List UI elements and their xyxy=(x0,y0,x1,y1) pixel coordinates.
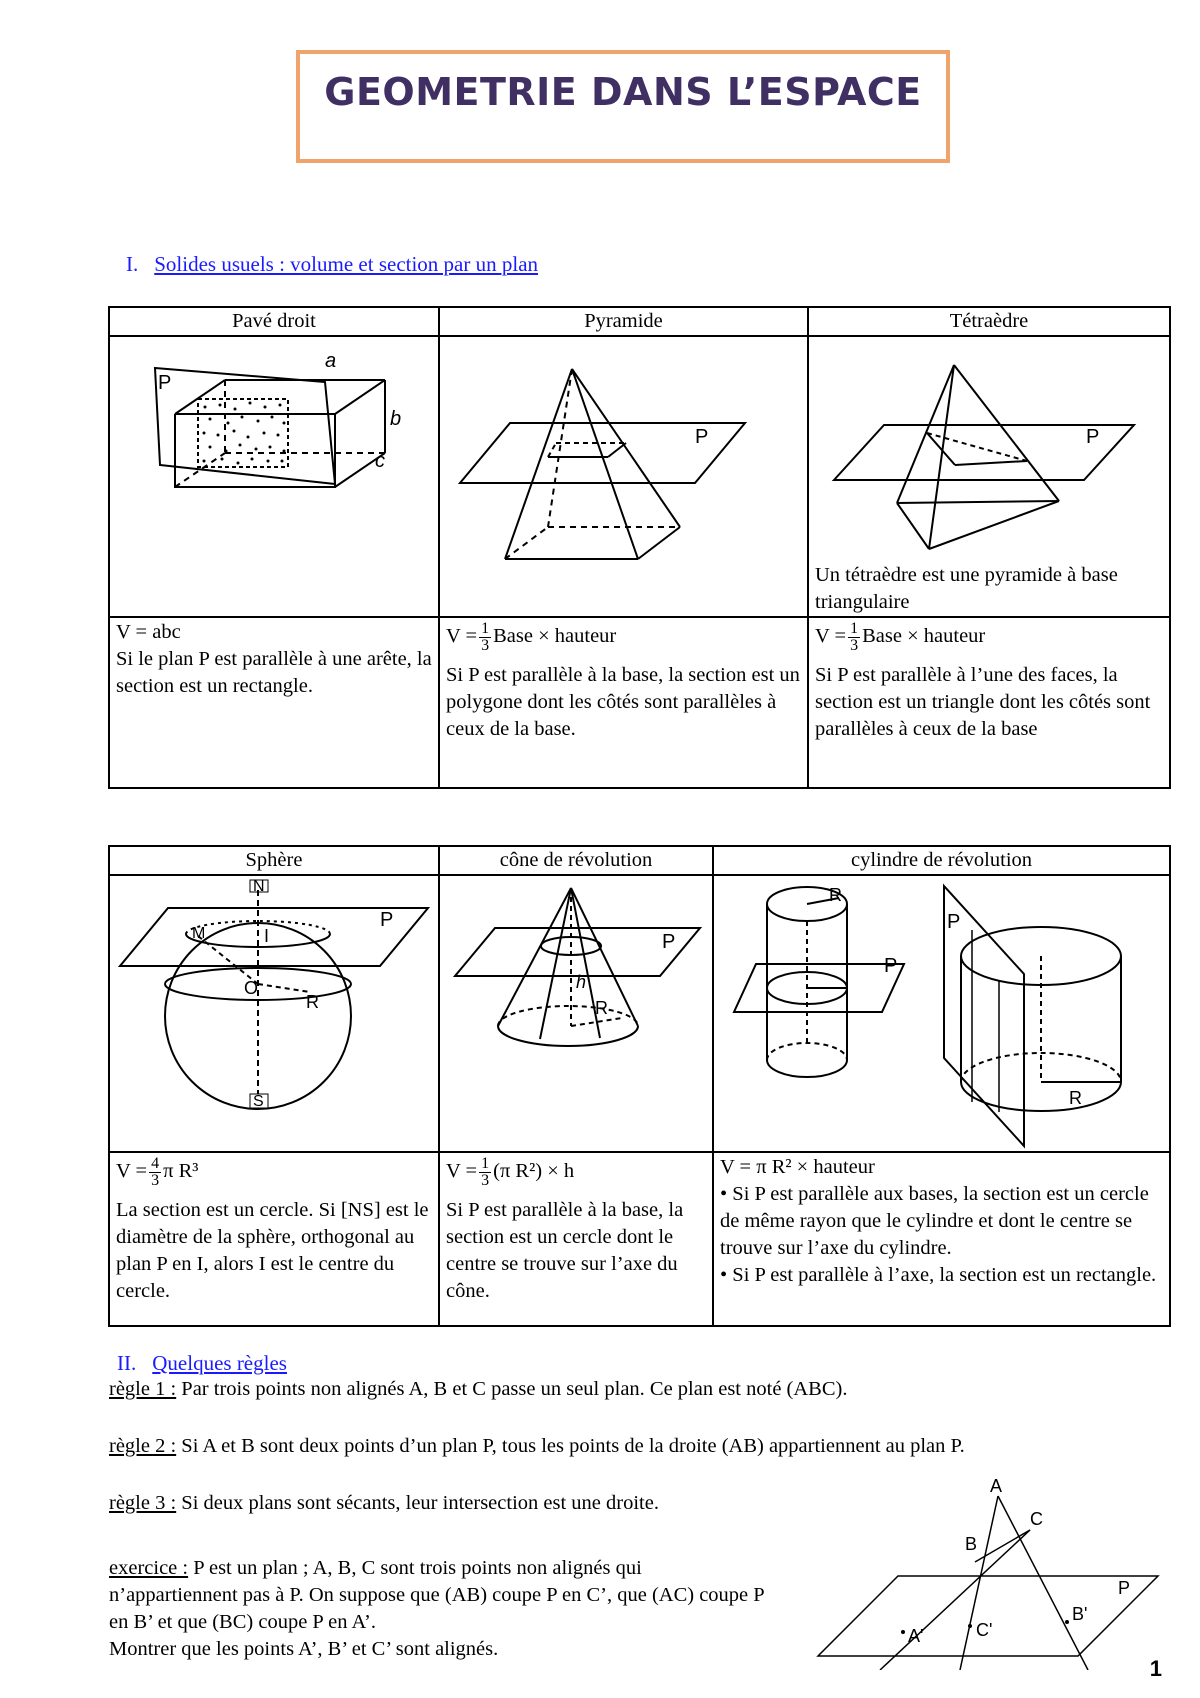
sphere-figure xyxy=(110,876,440,1151)
exercise-label: exercice : xyxy=(109,1557,189,1579)
header-pave: Pavé droit xyxy=(109,307,439,336)
text-tetraedre: Si P est parallèle à l’une des faces, la section est un triangle dont les côtés sont parallèles à ceux de la base xyxy=(815,664,1151,740)
fraction xyxy=(479,621,491,654)
label-a: a xyxy=(325,350,337,372)
desc-pyramide xyxy=(439,617,808,788)
rule-text: Si deux plans sont sécants, leur intersection est une droite. xyxy=(176,1492,659,1514)
fraction xyxy=(848,621,860,654)
label-p: P xyxy=(380,909,394,931)
rule-label: règle 1 : xyxy=(109,1378,177,1400)
fraction xyxy=(479,1156,491,1189)
exercise-figure xyxy=(810,1470,1170,1670)
pave-droit-figure xyxy=(110,337,440,616)
tetra-caption: Un tétraèdre est une pyramide à base triangulaire xyxy=(815,564,1118,613)
section-heading-1 xyxy=(126,252,538,277)
rule-text: Par trois points non alignés A, B et C passe un seul plan. Ce plan est noté (ABC). xyxy=(176,1378,848,1400)
label-n: N xyxy=(253,878,265,895)
label-a-prime: A' xyxy=(908,1626,924,1646)
label-b: b xyxy=(390,408,402,430)
label-p: P xyxy=(662,931,676,953)
frac-num: 1 xyxy=(481,1155,490,1172)
formula-prefix: V = xyxy=(446,625,478,648)
fraction xyxy=(149,1156,161,1189)
label-m: M xyxy=(192,925,206,942)
exercise-text: P est un plan ; A, B, C sont trois points non alignés qui n’appartiennent pas à P. On suppose que (AB) coupe P en C’, que (AC) coupe P en B’ et que (BC) coupe P en A’. xyxy=(109,1557,764,1633)
label-s: S xyxy=(253,1093,264,1110)
label-c: c xyxy=(375,450,385,472)
cylindre-figure xyxy=(714,876,1171,1151)
text-pave: Si le plan P est parallèle à une arête, la section est un rectangle. xyxy=(116,648,432,697)
formula-prefix: V = xyxy=(116,1160,148,1183)
pyramide-figure xyxy=(440,337,809,616)
rule-2 xyxy=(109,1435,965,1458)
label-p-left: P xyxy=(884,955,898,977)
bullet-parallel-axis: • Si P est parallèle à l’axe, la section est un rectangle. xyxy=(720,1264,1157,1286)
section-title: Solides usuels : volume et section par un plan xyxy=(154,252,539,276)
figure-cell-sphere xyxy=(109,875,439,1152)
section-number: I. xyxy=(126,252,139,276)
rule-1 xyxy=(109,1378,847,1401)
formula-pyramide xyxy=(446,621,801,654)
desc-sphere xyxy=(109,1152,439,1326)
solids-table-2 xyxy=(108,845,1171,1327)
section-number: II. xyxy=(117,1351,137,1375)
label-r-right: R xyxy=(1069,1088,1082,1108)
desc-tetraedre xyxy=(808,617,1170,788)
text-sphere: La section est un cercle. Si [NS] est le diamètre de la sphère, orthogonal au plan P en I, alors I est le centre du cercle. xyxy=(116,1199,429,1302)
title-box xyxy=(296,50,950,163)
formula-suffix: π R³ xyxy=(163,1160,199,1183)
section-heading-2 xyxy=(117,1351,287,1376)
figure-cell-pave xyxy=(109,336,439,617)
page-title: GEOMETRIE DANS L’ESPACE xyxy=(324,70,922,114)
section-dots xyxy=(203,402,286,465)
label-c-prime: C' xyxy=(976,1620,993,1640)
desc-cone xyxy=(439,1152,713,1326)
header-cylindre: cylindre de révolution xyxy=(713,846,1170,875)
figure-cell-pyramide xyxy=(439,336,808,617)
frac-den: 3 xyxy=(481,637,490,654)
frac-num: 1 xyxy=(850,620,859,637)
label-p: P xyxy=(1086,426,1100,448)
header-sphere: Sphère xyxy=(109,846,439,875)
figure-cell-tetraedre xyxy=(808,336,1170,617)
frac-num: 1 xyxy=(481,620,490,637)
rule-3 xyxy=(109,1492,659,1515)
figure-cell-cone xyxy=(439,875,713,1152)
label-p: P xyxy=(158,372,172,394)
label-p-right: P xyxy=(947,911,961,933)
label-b-prime: B' xyxy=(1072,1604,1088,1624)
label-p: P xyxy=(1118,1578,1131,1598)
formula-prefix: V = xyxy=(446,1160,478,1183)
frac-den: 3 xyxy=(151,1172,160,1189)
section-title: Quelques règles xyxy=(152,1351,287,1375)
rule-label: règle 3 : xyxy=(109,1492,177,1514)
text-pyramide: Si P est parallèle à la base, la section est un polygone dont les côtés sont parallèles à ceux de la base. xyxy=(446,664,800,740)
label-h: h xyxy=(576,972,587,992)
frac-den: 3 xyxy=(481,1172,490,1189)
header-cone: cône de révolution xyxy=(439,846,713,875)
text-cone: Si P est parallèle à la base, la section est un cercle dont le centre se trouve sur l’axe du cône. xyxy=(446,1199,684,1302)
label-r: R xyxy=(306,992,319,1012)
rule-label: règle 2 : xyxy=(109,1435,177,1457)
label-o: O xyxy=(244,978,259,998)
frac-den: 3 xyxy=(850,637,859,654)
figure-cell-cylindre xyxy=(713,875,1170,1152)
formula-cylindre: V = π R² × hauteur xyxy=(720,1156,875,1178)
formula-prefix: V = xyxy=(815,625,847,648)
label-a: A xyxy=(990,1476,1003,1496)
desc-pave xyxy=(109,617,439,788)
desc-cylindre xyxy=(713,1152,1170,1326)
solids-table-1 xyxy=(108,306,1171,789)
formula-suffix: Base × hauteur xyxy=(862,625,986,648)
header-tetraedre: Tétraèdre xyxy=(808,307,1170,336)
formula-sphere xyxy=(116,1156,432,1189)
exercise xyxy=(109,1555,769,1663)
label-c: C xyxy=(1030,1509,1043,1529)
formula-suffix: (π R²) × h xyxy=(493,1160,575,1183)
frac-num: 4 xyxy=(151,1155,160,1172)
bullet-parallel-bases: • Si P est parallèle aux bases, la section est un cercle de même rayon que le cylindre et dont le centre se trouve sur l’axe du cylindre. xyxy=(720,1183,1149,1259)
formula-pave: V = abc xyxy=(116,621,181,643)
formula-suffix: Base × hauteur xyxy=(493,625,617,648)
formula-tetraedre xyxy=(815,621,1163,654)
exercise-question: Montrer que les points A’, B’ et C’ sont alignés. xyxy=(109,1638,499,1660)
cone-figure xyxy=(440,876,714,1151)
formula-cone xyxy=(446,1156,706,1189)
label-i: I xyxy=(264,926,270,946)
label-b: B xyxy=(965,1534,978,1554)
label-r-top: R xyxy=(829,885,842,905)
label-p: P xyxy=(695,426,709,448)
header-pyramide: Pyramide xyxy=(439,307,808,336)
label-r: R xyxy=(595,998,608,1018)
rule-text: Si A et B sont deux points d’un plan P, tous les points de la droite (AB) appartiennent au plan P. xyxy=(176,1435,965,1457)
page-number: 1 xyxy=(1149,1656,1162,1681)
